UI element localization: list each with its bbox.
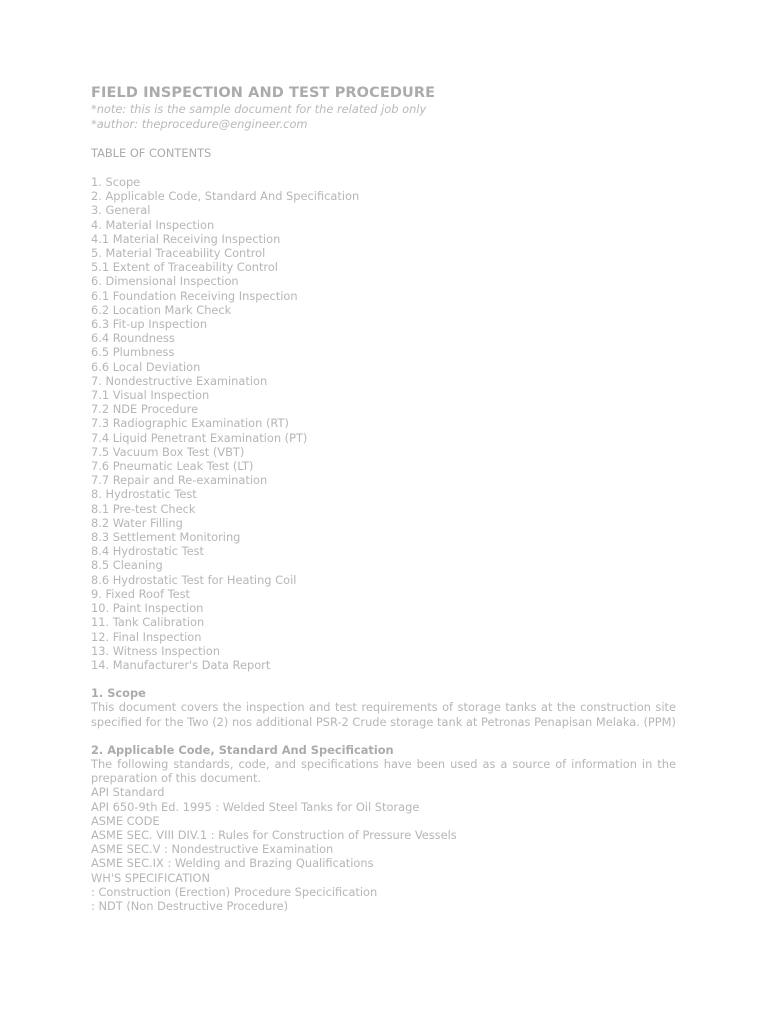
document-title: FIELD INSPECTION AND TEST PROCEDURE xyxy=(91,85,436,101)
table-of-contents xyxy=(91,175,676,672)
toc-item: 8.3 Settlement Monitoring xyxy=(91,530,241,545)
codes-line: ASME SEC.V : Nondestructive Examination xyxy=(91,842,334,857)
toc-item: 8.6 Hydrostatic Test for Heating Coil xyxy=(91,572,297,587)
toc-item: 6. Dimensional Inspection xyxy=(91,274,239,289)
toc-item: 7.2 NDE Procedure xyxy=(91,402,199,417)
toc-item: 7.4 Liquid Penetrant Examination (PT) xyxy=(91,430,308,445)
toc-item: 2. Applicable Code, Standard And Specification xyxy=(91,189,360,204)
codes-line: ASME CODE xyxy=(91,813,160,828)
toc-item: 8.5 Cleaning xyxy=(91,558,163,573)
toc-item: 6.1 Foundation Receiving Inspection xyxy=(91,288,298,303)
toc-item: 14. Manufacturer's Data Report xyxy=(91,657,271,672)
toc-item: 13. Witness Inspection xyxy=(91,643,220,658)
document-page xyxy=(91,84,676,913)
toc-item: 4. Material Inspection xyxy=(91,217,215,232)
section-codes-body: The following standards, code, and specifications have been used as a source of information in the preparation of this document. xyxy=(91,756,676,786)
codes-line: API Standard xyxy=(91,785,165,800)
toc-item: 12. Final Inspection xyxy=(91,629,202,644)
toc-item: 9. Fixed Roof Test xyxy=(91,586,191,601)
codes-line: ASME SEC. VIII DIV.1 : Rules for Construction of Pressure Vessels xyxy=(91,827,457,842)
toc-item: 3. General xyxy=(91,203,151,218)
codes-line: : Construction (Erection) Procedure Specicification xyxy=(91,884,378,899)
toc-item: 6.3 Fit-up Inspection xyxy=(91,317,208,332)
toc-item: 7.5 Vacuum Box Test (VBT) xyxy=(91,444,245,459)
toc-item: 6.5 Plumbness xyxy=(91,345,175,360)
codes-line: : NDT (Non Destructive Procedure) xyxy=(91,898,289,913)
toc-item: 5.1 Extent of Traceability Control xyxy=(91,260,278,275)
toc-item: 8. Hydrostatic Test xyxy=(91,487,197,502)
author-note: *author: theprocedure@engineer.com xyxy=(91,117,308,131)
toc-heading: TABLE OF CONTENTS xyxy=(91,146,212,160)
toc-item: 7.7 Repair and Re-examination xyxy=(91,473,268,488)
section-codes-heading: 2. Applicable Code, Standard And Specification xyxy=(91,742,394,757)
toc-item: 7. Nondestructive Examination xyxy=(91,373,268,388)
codes-line: API 650-9th Ed. 1995 : Welded Steel Tanks for Oil Storage xyxy=(91,799,420,814)
toc-item: 8.2 Water Filling xyxy=(91,515,183,530)
toc-item: 6.4 Roundness xyxy=(91,331,175,346)
sample-note: *note: this is the sample document for the related job only xyxy=(91,102,427,116)
section-scope-heading: 1. Scope xyxy=(91,686,146,701)
toc-item: 7.3 Radiographic Examination (RT) xyxy=(91,416,289,431)
toc-item: 6.6 Local Deviation xyxy=(91,359,201,374)
toc-item: 5. Material Traceability Control xyxy=(91,246,266,261)
toc-item: 6.2 Location Mark Check xyxy=(91,302,232,317)
codes-line: WH'S SPECIFICATION xyxy=(91,870,210,885)
toc-item: 1. Scope xyxy=(91,175,141,189)
toc-item: 8.1 Pre-test Check xyxy=(91,501,196,516)
toc-item: 4.1 Material Receiving Inspection xyxy=(91,231,281,246)
toc-item: 11. Tank Calibration xyxy=(91,615,205,630)
toc-item: 8.4 Hydrostatic Test xyxy=(91,544,204,559)
toc-item: 7.6 Pneumatic Leak Test (LT) xyxy=(91,459,254,474)
codes-line: ASME SEC.IX : Welding and Brazing Qualifications xyxy=(91,856,374,871)
toc-item: 10. Paint Inspection xyxy=(91,601,204,616)
section-scope-body: This document covers the inspection and test requirements of storage tanks at the construction site specified for the Two (2) nos additional PSR-2 Crude storage tank at Petronas Penapisan Melaka. (PPM) xyxy=(91,700,676,729)
codes-list xyxy=(91,785,676,913)
toc-item: 7.1 Visual Inspection xyxy=(91,388,210,403)
